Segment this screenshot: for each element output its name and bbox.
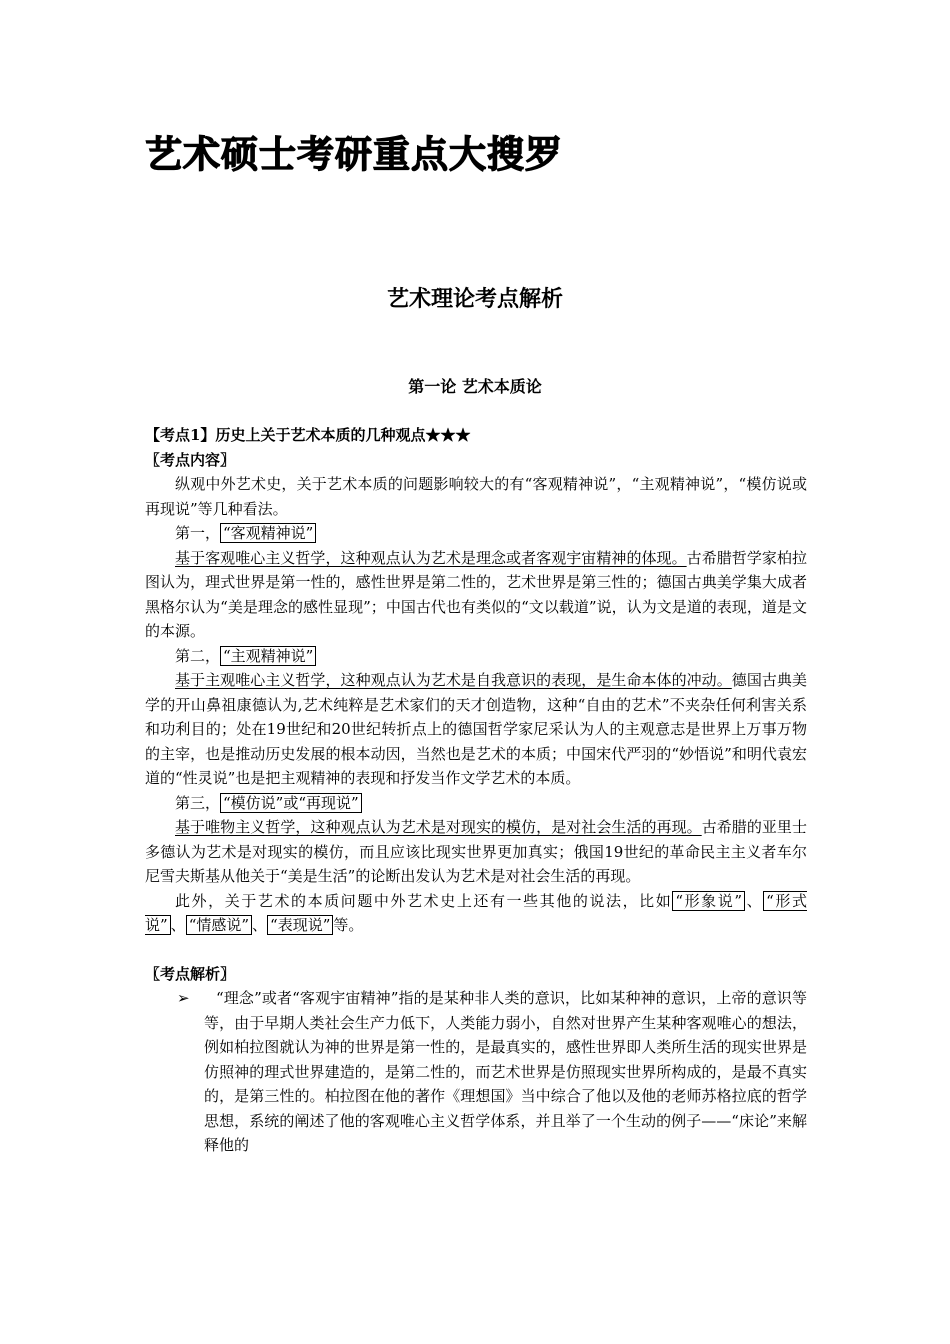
form-theory-boxed-term: “形式说” bbox=[145, 891, 807, 934]
spacer bbox=[145, 938, 807, 962]
content-body bbox=[145, 423, 807, 1158]
section-subtitle: 艺术理论考点解析 bbox=[386, 287, 563, 312]
third-view-underlined: 基于唯物主义哲学，这种观点认为艺术是对现实的模仿，是对社会生活的再现。 bbox=[175, 818, 702, 836]
first-view-text: 古希腊哲学家柏拉图认为，理式世界是第一性的，感性世界是第二性的，艺术世界是第三性的；德国古典美学集大成者黑格尔认为“美是理念的感性显现”；中国古代也有类似的“文以载道”说，认为文是道的表现，道是文的本源。 bbox=[145, 548, 807, 640]
third-view-label: 第三， bbox=[175, 793, 221, 812]
arrow-bullet-icon: ➢ bbox=[177, 989, 190, 1007]
first-view-boxed-term: “客观精神说” bbox=[220, 523, 316, 543]
third-view-line bbox=[145, 791, 807, 816]
first-view-label: 第一， bbox=[175, 524, 221, 542]
emotion-theory-boxed-term: “情感说” bbox=[186, 915, 252, 935]
second-view-paragraph bbox=[145, 668, 807, 791]
other-views-paragraph bbox=[145, 889, 807, 938]
separator: 、 bbox=[745, 891, 764, 910]
other-views-end: 等。 bbox=[333, 916, 364, 934]
analysis-bullet-item bbox=[145, 986, 807, 1158]
third-view-boxed-term: “模仿说”或“再现说” bbox=[220, 793, 362, 813]
image-theory-boxed-term: “形象说” bbox=[672, 891, 745, 911]
key-point-heading: 【考点1】历史上关于艺术本质的几种观点★★★ bbox=[145, 426, 471, 444]
second-view-text: 德国古典美学的开山鼻祖康德认为,艺术纯粹是艺术家们的天才创造物，这种“自由的艺术”不夹杂任何利害关系和功利目的；处在19世纪和20世纪转折点上的德国哲学家尼采认为人的主观意志是世界上万事万物的主宰，也是推动历史发展的根本动因，当然也是艺术的本质；中国宋代严羽的“妙悟说”和明代袁宏道的“性灵说”也是把主观精神的表现和抒发当作文学艺术的本质。 bbox=[145, 671, 807, 787]
first-view-line bbox=[145, 521, 807, 546]
analysis-paragraph: “理念”或者“客观宇宙精神”指的是某种非人类的意识，比如某种神的意识，上帝的意识等等，由于早期人类社会生产力低下，人类能力弱小，自然对世界产生某种客观唯心的想法，例如柏拉图就认为神的世界是第一性的，是最真实的，感性世界即人类所生活的现实世界是仿照神的理式世界建造的，是第二性的，而艺术世界是仿照现实世界所构成的，是最不真实的，是第三性的。柏拉图在他的著作《理想国》当中综合了他以及他的老师苏格拉底的哲学思想，系统的阐述了他的客观唯心主义哲学体系，并且举了一个生动的例子——“床论”来解释他的 bbox=[204, 989, 807, 1154]
third-view-paragraph bbox=[145, 815, 807, 889]
chapter-heading: 第一论 艺术本质论 bbox=[408, 377, 542, 396]
main-title: 艺术硕士考研重点大搜罗 bbox=[145, 133, 563, 176]
analysis-label: 〖考点解析〗 bbox=[145, 964, 236, 983]
second-view-boxed-term: “主观精神说” bbox=[220, 646, 316, 666]
first-view-paragraph bbox=[145, 546, 807, 644]
third-view-text: 古希腊的亚里士多德认为艺术是对现实的模仿，而且应该比现实世界更加真实；俄国19世纪的革命民主主义者车尔尼雪夫斯基从他关于“美是生活”的论断出发认为艺术是对社会生活的再现。 bbox=[145, 818, 807, 885]
intro-paragraph: 纵观中外艺术史，关于艺术本质的问题影响较大的有“客观精神说”，“主观精神说”，“模仿说或再现说”等几种看法。 bbox=[145, 475, 807, 518]
separator: 、 bbox=[252, 916, 268, 934]
second-view-label: 第二， bbox=[175, 646, 221, 665]
second-view-line bbox=[145, 644, 807, 669]
other-views-text: 此外，关于艺术的本质问题中外艺术史上还有一些其他的说法，比如 bbox=[175, 891, 673, 910]
expression-theory-boxed-term: “表现说” bbox=[267, 915, 333, 935]
second-view-underlined: 基于主观唯心主义哲学，这种观点认为艺术是自我意识的表现，是生命本体的冲动。 bbox=[175, 671, 732, 689]
separator: 、 bbox=[170, 916, 186, 934]
first-view-underlined: 基于客观唯心主义哲学，这种观点认为艺术是理念或者客观宇宙精神的体现。 bbox=[175, 548, 687, 567]
content-label: 〖考点内容〗 bbox=[145, 450, 236, 469]
